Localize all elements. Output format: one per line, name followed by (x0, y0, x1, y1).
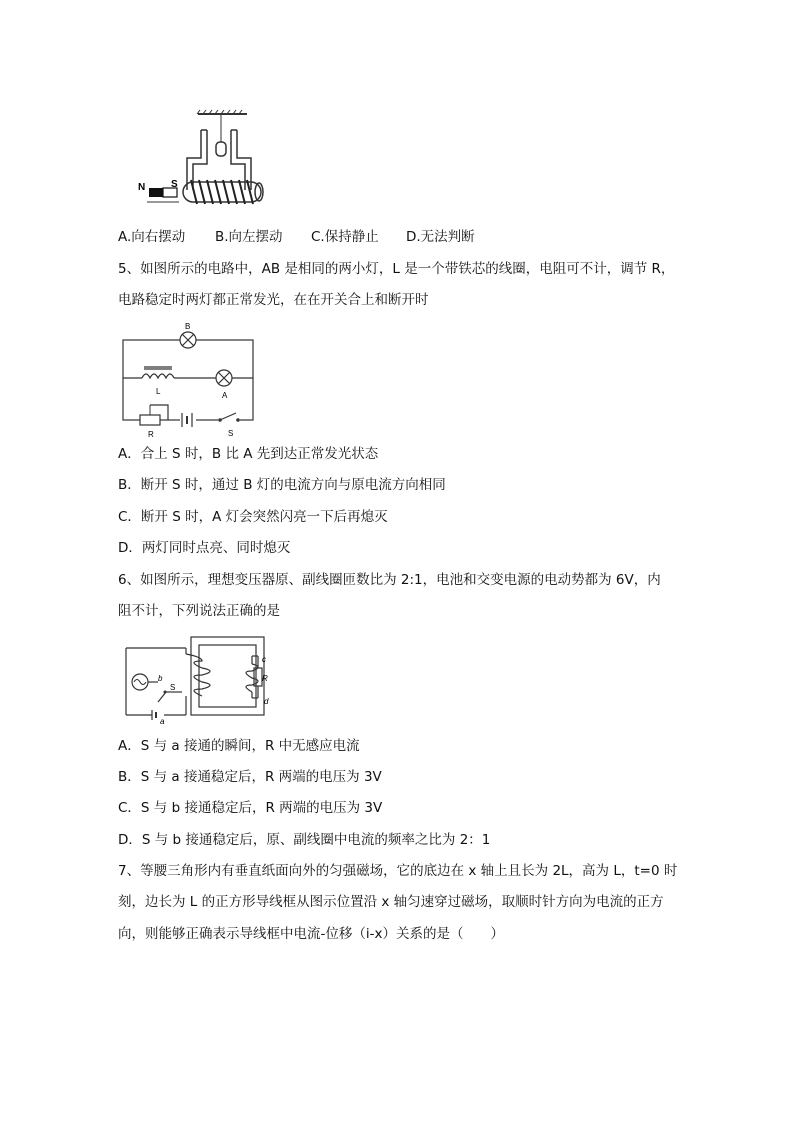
label-r: R (148, 430, 154, 439)
label-c: c (262, 655, 266, 664)
q5-stem-line2: 电路稳定时两灯都正常发光，在在开关合上和断开时 (118, 292, 429, 308)
figure-q5-circuit (118, 320, 268, 440)
q4-option-b: B.向左摆动 (215, 229, 283, 245)
q4-option-c: C.保持静止 (311, 229, 379, 245)
q6-stem-line2: 阻不计，下列说法正确的是 (118, 603, 280, 619)
q6-option-d: D．S 与 b 接通稳定后，原、副线圈中电流的频率之比为 2：1 (118, 832, 491, 848)
q6-option-a: A．S 与 a 接通的瞬间，R 中无感应电流 (118, 738, 360, 754)
label-a: a (160, 717, 165, 726)
label-s: S (171, 179, 178, 190)
q4-option-d: D.无法判断 (406, 229, 475, 245)
q5-option-c: C．断开 S 时，A 灯会突然闪亮一下后再熄灭 (118, 509, 388, 525)
q6-stem-line1: 6、如图所示，理想变压器原、副线圈匝数比为 2:1，电池和交变电源的电动势都为 6V，内 (118, 572, 661, 588)
q6-option-c: C．S 与 b 接通稳定后，R 两端的电压为 3V (118, 800, 383, 816)
q5-option-a: A．合上 S 时，B 比 A 先到达正常发光状态 (118, 446, 379, 462)
label-r: R (262, 674, 268, 683)
q7-stem-line1: 7、等腰三角形内有垂直纸面向外的匀强磁场，它的底边在 x 轴上且长为 2L，高为 L，t=0 时 (118, 863, 678, 879)
label-s: S (228, 429, 234, 438)
label-n: N (138, 182, 146, 193)
label-l: L (156, 387, 161, 396)
figure-q6-transformer (118, 634, 278, 729)
figure-q4-magnet-coil (135, 110, 275, 215)
label-d: d (264, 697, 269, 706)
label-a: A (222, 391, 228, 400)
q7-stem-line2: 刻，边长为 L 的正方形导线框从图示位置沿 x 轴匀速穿过磁场，取顺时针方向为电流的正方 (118, 894, 664, 910)
q5-option-b: B．断开 S 时，通过 B 灯的电流方向与原电流方向相同 (118, 477, 446, 493)
label-b: b (158, 674, 163, 683)
label-s: S (170, 683, 176, 692)
q5-stem-line1: 5、如图所示的电路中，AB 是相同的两小灯，L 是一个带铁芯的线圈，电阻可不计，调节 R， (118, 261, 675, 277)
q7-stem-line3: 向，则能够正确表示导线框中电流-位移（i-x）关系的是（ ） (118, 926, 504, 942)
q6-option-b: B．S 与 a 接通稳定后，R 两端的电压为 3V (118, 769, 382, 785)
q4-option-a: A.向右摆动 (118, 229, 186, 245)
q5-option-d: D．两灯同时点亮、同时熄灭 (118, 540, 291, 556)
label-b: B (185, 322, 191, 331)
